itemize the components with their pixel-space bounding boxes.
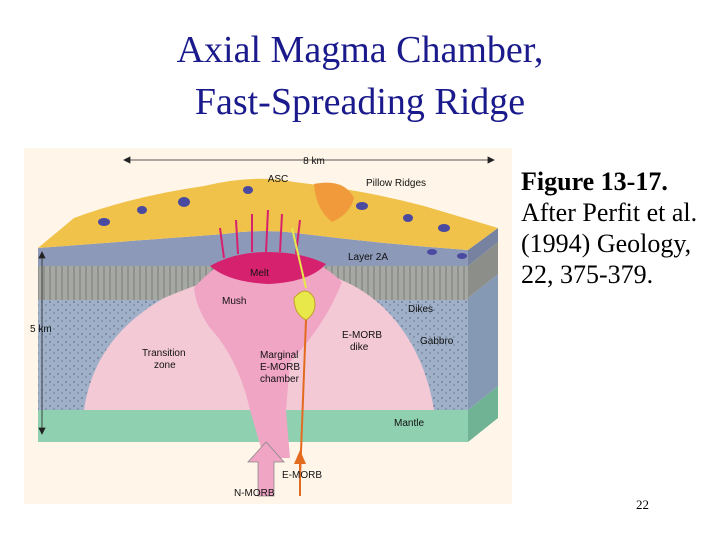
label-emorb-dike-1: E-MORB [342, 330, 382, 341]
label-melt: Melt [250, 268, 269, 279]
caption-citation: After Perfit et al. (1994) Geology, 22, 375-379. [521, 198, 698, 289]
label-marginal-3: chamber [260, 374, 299, 385]
label-gabbro: Gabbro [420, 336, 454, 347]
label-5km: 5 km [30, 324, 52, 335]
label-mantle: Mantle [394, 418, 425, 429]
label-asc: ASC [267, 174, 289, 185]
label-layer-2a: Layer 2A [348, 252, 389, 263]
ridge-cross-section-svg [24, 148, 512, 504]
caption-figure-number: Figure 13-17. [521, 167, 668, 196]
page-number: 22 [636, 497, 649, 512]
label-emorb: E-MORB [282, 470, 322, 481]
label-zone: zone [154, 360, 176, 371]
slide-title-line2: Fast-Spreading Ridge [194, 81, 526, 123]
label-pillow-ridges: Pillow Ridges [366, 178, 427, 189]
label-transition: Transition [142, 348, 186, 359]
label-dikes: Dikes [408, 304, 434, 315]
figure-caption [521, 166, 706, 290]
label-marginal-1: Marginal [260, 350, 299, 361]
label-marginal-2: E-MORB [260, 362, 300, 373]
label-emorb-dike-2: dike [350, 342, 369, 353]
slide-title-line1: Axial Magma Chamber, [176, 29, 544, 71]
label-nmorb: N-MORB [234, 488, 275, 499]
label-mush: Mush [222, 296, 247, 307]
label-8km: 8 km [303, 156, 325, 167]
ridge-cross-section-figure [24, 148, 512, 504]
